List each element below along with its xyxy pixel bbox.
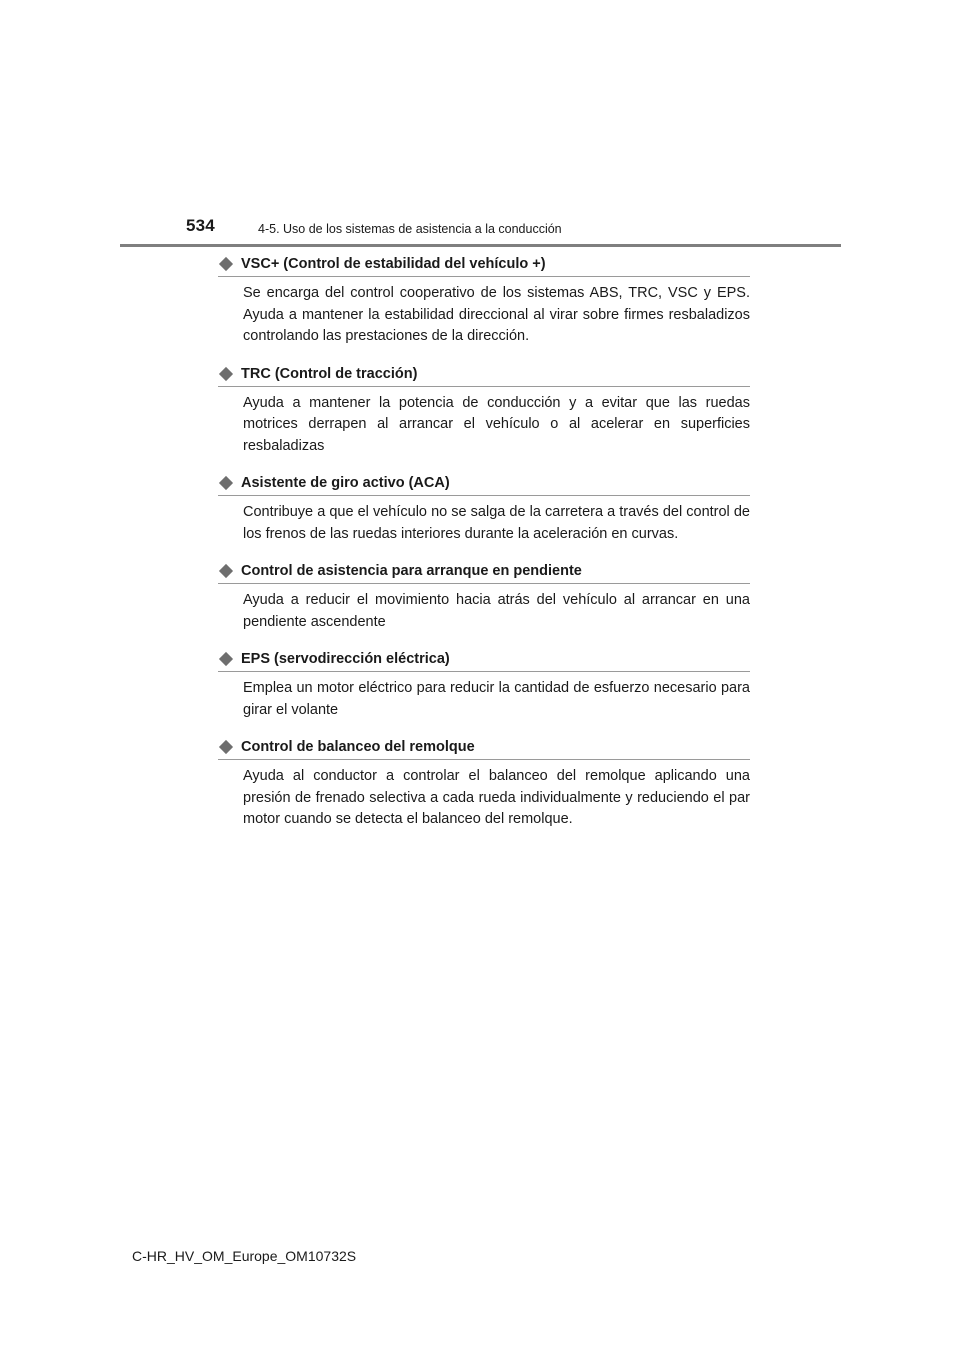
entry-heading — [218, 362, 750, 387]
entry-title: EPS (servodirección eléctrica) — [241, 651, 450, 667]
entry-heading — [218, 471, 750, 496]
entry-body: Contribuye a que el vehículo no se salga de la carretera a través del control de los frenos de las ruedas interiores durante la aceleración en curvas. — [243, 504, 750, 542]
entry-trc — [218, 362, 750, 458]
entry-body: Se encarga del control cooperativo de los sistemas ABS, TRC, VSC y EPS. Ayuda a mantener la estabilidad direccional al virar sobre firmes resbaladizos controlando las prestaciones de la dirección. — [243, 285, 750, 344]
entry-heading — [218, 559, 750, 584]
entry-trailer-sway — [218, 735, 750, 831]
entry-title: Asistente de giro activo (ACA) — [241, 475, 450, 491]
entry-title: Control de asistencia para arranque en pendiente — [241, 563, 582, 579]
entry-title: Control de balanceo del remolque — [241, 739, 475, 755]
page-number: 534 — [186, 216, 215, 235]
diamond-icon — [219, 652, 233, 666]
diamond-icon — [219, 366, 233, 380]
entry-heading — [218, 252, 750, 277]
diamond-icon — [219, 564, 233, 578]
entry-heading — [218, 735, 750, 760]
entry-body: Ayuda a mantener la potencia de conducción y a evitar que las ruedas motrices derrapen al arrancar el vehículo o al acelerar en superficies resbaladizas — [243, 394, 750, 454]
diamond-icon — [219, 740, 233, 754]
entry-title: VSC+ (Control de estabilidad del vehículo +) — [241, 256, 546, 272]
entry-title: TRC (Control de tracción) — [241, 365, 418, 382]
entry-body: Ayuda al conductor a controlar el balanceo del remolque aplicando una presión de frenado selectiva a cada rueda individualmente y reduciendo el par motor cuando se detecta el balanceo del remolque. — [243, 768, 750, 827]
entry-body: Ayuda a reducir el movimiento hacia atrás del vehículo al arrancar en una pendiente ascendente — [243, 592, 750, 630]
entry-eps — [218, 647, 750, 721]
entry-hill-start — [218, 559, 750, 633]
document-id: C-HR_HV_OM_Europe_OM10732S — [132, 1248, 357, 1264]
entry-vsc — [218, 252, 750, 348]
entry-body: Emplea un motor eléctrico para reducir la cantidad de esfuerzo necesario para girar el volante — [243, 680, 750, 718]
diamond-icon — [219, 476, 233, 490]
section-title: 4-5. Uso de los sistemas de asistencia a la conducción — [258, 222, 562, 236]
header-rule — [120, 244, 841, 247]
content — [218, 252, 750, 831]
diamond-icon — [219, 257, 233, 271]
entry-heading — [218, 647, 750, 672]
entry-aca — [218, 471, 750, 545]
